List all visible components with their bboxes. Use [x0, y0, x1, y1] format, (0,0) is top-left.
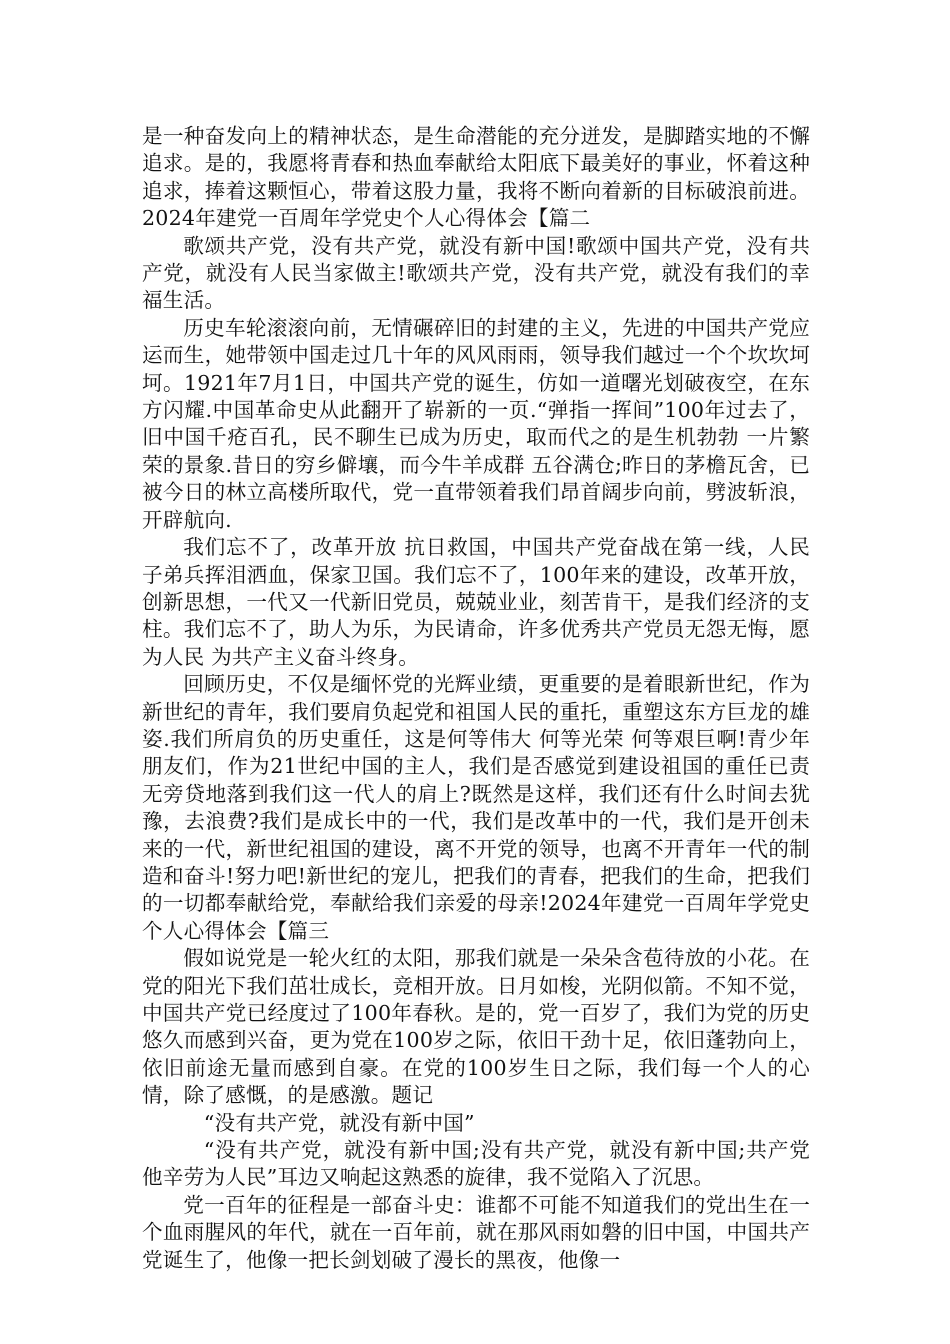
paragraph-9: 党一百年的征程是一部奋斗史：谁都不可能不知道我们的党出生在一个血雨腥风的年代，就在一百年前，就在那风雨如磐的旧中国，中国共产党诞生了，他像一把长剑划破了漫长的黑夜，他像一 [142, 1192, 810, 1272]
paragraph-7: “没有共产党，就没有新中国” [203, 1110, 475, 1135]
document-page [142, 123, 810, 1274]
paragraph-5: 回顾历史，不仅是缅怀党的光辉业绩，更重要的是着眼新世纪，作为新世纪的青年，我们要肩负起党和祖国人民的重托，重塑这东方巨龙的雄姿.我们所肩负的历史重任，这是何等伟大 何等光荣 何等艰巨啊!青少年朋友们，作为21世纪中国的主人，我们是否感觉到建设祖国的重任已责无旁贷地落到我们这一代人的肩上?既然是这样，我们还有什么时间去犹豫，去浪费?我们是成长中的一代，我们是改革中的一代，我们是开创未来的一代，新世纪祖国的建设，离不开党的领导，也离不开青年一代的制造和奋斗!努力吧!新世纪的宠儿，把我们的青春，把我们的生命，把我们的一切都奉献给党，奉献给我们亲爱的母亲!2024年建党一百周年学党史个人心得体会【篇三 [142, 672, 810, 943]
paragraph-6: 假如说党是一轮火红的太阳，那我们就是一朵朵含苞待放的小花。在党的阳光下我们茁壮成长，竞相开放。日月如梭，光阴似箭。不知不觉，中国共产党已经度过了100年春秋。是的，党一百岁了，我们为党的历史悠久而感到兴奋，更为党在100岁之际，依旧干劲十足，依旧蓬勃向上，依旧前途无量而感到自豪。在党的100岁生日之际，我们每一个人的心情，除了感慨，的是感激。题记 [142, 946, 810, 1108]
paragraph-3: 历史车轮滚滚向前，无情碾碎旧的封建的主义，先进的中国共产党应运而生，她带领中国走过几十年的风风雨雨，领导我们越过一个个坎坎坷坷。1921年7月1日，中国共产党的诞生，仿如一道曙光划破夜空，在东方闪耀.中国革命史从此翻开了崭新的一页.“弹指一挥间”100年过去了，旧中国千疮百孔，民不聊生已成为历史，取而代之的是生机勃勃 一片繁荣的景象.昔日的穷乡僻壤，而今牛羊成群 五谷满仓;昨日的茅檐瓦舍，已被今日的林立高楼所取代，党一直带领着我们昂首阔步向前，劈波斩浪，开辟航向. [142, 315, 810, 532]
paragraph-2: 歌颂共产党，没有共产党，就没有新中国!歌颂中国共产党，没有共产党，就没有人民当家做主!歌颂共产党，没有共产党，就没有我们的幸福生活。 [142, 233, 810, 313]
paragraph-8: “没有共产党，就没有新中国;没有共产党，就没有新中国;共产党他辛劳为人民”耳边又响起这熟悉的旋律，我不觉陷入了沉思。 [142, 1138, 810, 1190]
paragraph-4: 我们忘不了，改革开放 抗日救国，中国共产党奋战在第一线，人民子弟兵挥泪洒血，保家卫国。我们忘不了，100年来的建设，改革开放，创新思想，一代又一代新旧党员，兢兢业业，刻苦肯干，是我们经济的支柱。我们忘不了，助人为乐，为民请命，许多优秀共产党员无怨无悔，愿为人民 为共产主义奋斗终身。 [142, 535, 810, 669]
paragraph-1: 是一种奋发向上的精神状态，是生命潜能的充分迸发，是脚踏实地的不懈追求。是的，我愿将青春和热血奉献给太阳底下最美好的事业，怀着这种追求，捧着这颗恒心，带着这股力量，我将不断向着新的目标破浪前进。2024年建党一百周年学党史个人心得体会【篇二 [142, 124, 810, 231]
